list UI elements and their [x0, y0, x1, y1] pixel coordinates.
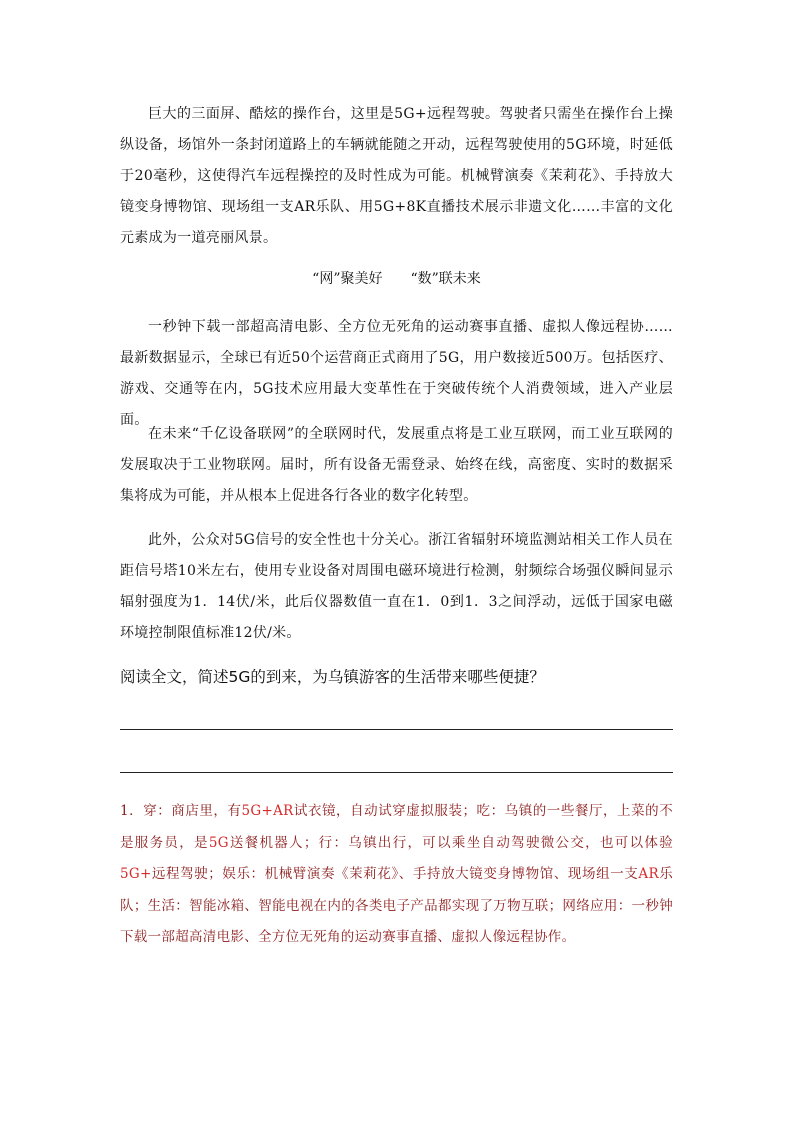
paragraph-signal-safety: 此外，公众对5G信号的安全性也十分关心。浙江省辐射环境监测站相关工作人员在距信号塔10米左右，使用专业设备对周围电磁环境进行检测，射频综合场强仪瞬间显示辐射强度为1．14伏/米，此后仪器数值一直在1．0到1．3之间浮动，远低于国家电磁环境控制限值标准12伏/米。 [120, 532, 673, 641]
answer-text [120, 796, 673, 954]
answer-blank-line [120, 772, 673, 773]
answer-segment-highlight: 5G [208, 834, 229, 851]
answer-segment: 1．穿：商店里，有 [120, 803, 242, 819]
answer-segment-highlight: 5G+AR [241, 803, 294, 819]
answer-segment: 乐队；生活：智能冰箱、智能电视在内的各类电子产品都实现了万物互联；网络应用：一秒钟下载一部超高清电影、全方位无死角的运动赛事直播、虚拟人像远程协作。 [120, 866, 673, 945]
paragraph-5g-data: 一秒钟下载一部超高清电影、全方位无死角的运动赛事直播、虚拟人像远程协……最新数据显示，全球已有近50个运营商正式商用了5G，用户数接近500万。包括医疗、游戏、交通等在内，5G技术应用最大变革性在于突破传统个人消费领域，进入产业层面。 [120, 319, 673, 428]
answer-segment: 远程驾驶；娱乐：机械臂演奏《茉莉花》、手持放大镜变身博物馆、现场组一支 [151, 866, 639, 882]
answer-segment: 送餐机器人；行：乌镇出行，可以乘坐自动驾驶微公交，也可以体验 [228, 834, 673, 851]
answer-segment-highlight: 5G+ [120, 866, 152, 882]
answer-blank-line [120, 729, 673, 730]
paragraph-remote-driving: 巨大的三面屏、酷炫的操作台，这里是5G+远程驾驶。驾驶者只需坐在操作台上操纵设备，场馆外一条封闭道路上的车辆就能随之开动，远程驾驶使用的5G环境，时延低于20毫秒，这使得汽车远程操控的及时性成为可能。机械臂演奏《茉莉花》、手持放大镜变身博物馆、现场组一支AR乐队、用5G+8K直播技术展示非遗文化……丰富的文化元素成为一道亮丽风景。 [120, 106, 673, 246]
section-subtitle: “网”聚美好 “数”联未来 [312, 271, 481, 287]
answer-segment: 试衣镜，自动试穿虚拟服装；吃：乌镇的一些餐厅，上菜的不是服务员，是 [120, 803, 673, 851]
question-text: 阅读全文，简述5G的到来，为乌镇游客的生活带来哪些便捷？ [120, 668, 545, 686]
paragraph-industrial-internet: 在未来“千亿设备联网”的全联网时代，发展重点将是工业互联网，而工业互联网的发展取决于工业物联网。届时，所有设备无需登录、始终在线，高密度、实时的数据采集将成为可能，并从根本上促进各行各业的数字化转型。 [120, 426, 673, 504]
answer-segment-highlight: AR [638, 866, 659, 882]
